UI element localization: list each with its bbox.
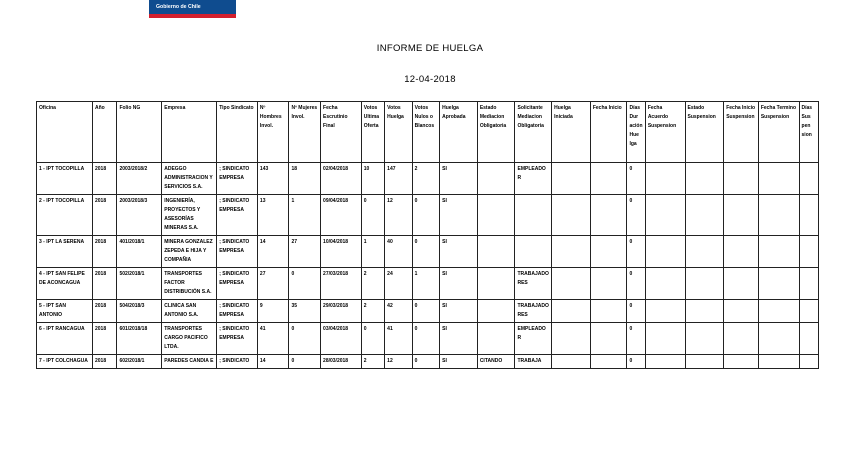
table-row [37, 236, 819, 268]
table-cell: 1 [289, 195, 321, 236]
table-cell [552, 268, 591, 300]
table-cell: 24 [385, 268, 412, 300]
column-header: Huelga Aprobada [440, 102, 478, 163]
table-cell: TRABAJADORES [515, 300, 552, 323]
table-row [37, 355, 819, 369]
table-cell: 3 - IPT LA SERENA [37, 236, 93, 268]
table-cell: 0 [412, 323, 439, 355]
table-cell [515, 195, 552, 236]
table-cell: 1 - IPT TOCOPILLA [37, 163, 93, 195]
table-cell: 1 [412, 268, 439, 300]
table-cell: ; SINDICATO EMPRESA [217, 268, 258, 300]
table-cell: 35 [289, 300, 321, 323]
table-cell [685, 236, 724, 268]
table-cell: 0 [412, 195, 439, 236]
table-cell [477, 300, 515, 323]
table-cell: 40 [385, 236, 412, 268]
column-header: Oficina [37, 102, 93, 163]
table-cell: 2018 [93, 236, 117, 268]
table-cell: 0 [289, 355, 321, 369]
table-cell: 0 [412, 300, 439, 323]
table-cell: PAREDES CANDIA E [162, 355, 217, 369]
table-cell [477, 236, 515, 268]
table-cell [799, 300, 818, 323]
column-header: Estado Suspension [685, 102, 724, 163]
table-cell [590, 195, 627, 236]
table-cell: ; SINDICATO [217, 355, 258, 369]
table-cell: SI [440, 323, 478, 355]
table-cell: 27/03/2018 [321, 268, 362, 300]
table-cell [799, 323, 818, 355]
table-cell: 27 [257, 268, 289, 300]
table-cell [799, 195, 818, 236]
table-cell [799, 236, 818, 268]
table-cell: 602/2018/1 [117, 355, 162, 369]
table-cell: 10/04/2018 [321, 236, 362, 268]
table-row [37, 268, 819, 300]
table-cell: INGENIERÍA, PROYECTOS Y ASESORÍAS MINERAS S.A. [162, 195, 217, 236]
table-cell [685, 163, 724, 195]
table-cell: ; SINDICATO EMPRESA [217, 300, 258, 323]
report-date: 12-04-2018 [404, 74, 456, 85]
table-cell [758, 323, 799, 355]
table-cell [758, 236, 799, 268]
table-cell [758, 268, 799, 300]
column-header: Fecha Acuerdo Suspension [645, 102, 685, 163]
table-cell: 5 - IPT SAN ANTONIO [37, 300, 93, 323]
table-cell: 9 [257, 300, 289, 323]
table-cell [552, 163, 591, 195]
table-cell: 2018 [93, 268, 117, 300]
column-header: Empresa [162, 102, 217, 163]
table-cell: 09/04/2018 [321, 195, 362, 236]
table-cell: 0 [627, 300, 645, 323]
table-cell: SI [440, 236, 478, 268]
column-header: Fecha Inicio [590, 102, 627, 163]
table-cell: 29/03/2018 [321, 300, 362, 323]
table-cell [645, 323, 685, 355]
table-cell: EMPLEADOR [515, 163, 552, 195]
strike-report-table [36, 101, 819, 369]
table-cell: 504/2018/3 [117, 300, 162, 323]
table-cell: 14 [257, 355, 289, 369]
table-cell: 0 [289, 268, 321, 300]
table-row [37, 163, 819, 195]
table-cell: 12 [385, 195, 412, 236]
table-cell [799, 355, 818, 369]
column-header: Nº Hombres Invol. [257, 102, 289, 163]
table-cell: 42 [385, 300, 412, 323]
table-cell [724, 355, 759, 369]
logo-red-stripe [149, 14, 236, 18]
table-cell: 0 [627, 355, 645, 369]
table-cell [724, 195, 759, 236]
table-cell: ; SINDICATO EMPRESA [217, 163, 258, 195]
column-header: Votos Ultima Oferta [361, 102, 384, 163]
table-cell: 0 [627, 163, 645, 195]
table-cell: 1 [361, 236, 384, 268]
table-cell: 2 - IPT TOCOPILLA [37, 195, 93, 236]
column-header: Días Dur ación Hue lga [627, 102, 645, 163]
table-header-row [37, 102, 819, 163]
table-cell: 2003/2018/2 [117, 163, 162, 195]
table-cell [552, 323, 591, 355]
table-cell: TRANSPORTES CARGO PACIFICO LTDA. [162, 323, 217, 355]
column-header: Fecha Termino Suspension [758, 102, 799, 163]
table-cell: 401/2018/1 [117, 236, 162, 268]
table-cell: SI [440, 195, 478, 236]
table-cell: 0 [627, 236, 645, 268]
table-cell [590, 268, 627, 300]
table-cell: ; SINDICATO EMPRESA [217, 236, 258, 268]
column-header: Tipo Sindicato [217, 102, 258, 163]
table-row [37, 195, 819, 236]
column-header: Año [93, 102, 117, 163]
table-cell [590, 355, 627, 369]
table-cell: 0 [412, 236, 439, 268]
table-cell [477, 195, 515, 236]
table-cell [590, 236, 627, 268]
table-cell [724, 163, 759, 195]
table-cell: 03/04/2018 [321, 323, 362, 355]
table-cell [590, 163, 627, 195]
table-cell: 0 [627, 268, 645, 300]
table-cell [724, 323, 759, 355]
table-cell: 2 [412, 163, 439, 195]
table-cell [724, 300, 759, 323]
table-cell: TRABAJADORES [515, 268, 552, 300]
table-cell: TRANSPORTES FACTOR DISTRIBUCIÓN S.A. [162, 268, 217, 300]
table-cell [590, 300, 627, 323]
column-header: Fecha Escrutinio Final [321, 102, 362, 163]
table-cell: 02/04/2018 [321, 163, 362, 195]
column-header: Solicitante Mediacion Obligatoria [515, 102, 552, 163]
table-cell: 2003/2018/3 [117, 195, 162, 236]
table-cell: 0 [289, 323, 321, 355]
table-cell: ; SINDICATO EMPRESA [217, 195, 258, 236]
table-cell [477, 323, 515, 355]
table-cell: 2 [361, 355, 384, 369]
table-cell: 502/2018/1 [117, 268, 162, 300]
column-header: Votos Huelga [385, 102, 412, 163]
column-header: Estado Mediacion Obligatoria [477, 102, 515, 163]
table-cell [685, 323, 724, 355]
table-row [37, 300, 819, 323]
table-cell: MINERA GONZALEZ ZEPEDA E HIJA Y COMPAÑIA [162, 236, 217, 268]
table-cell: 10 [361, 163, 384, 195]
table-cell: ADEGGO ADMINISTRACION Y SERVICIOS S.A. [162, 163, 217, 195]
table-cell: 0 [627, 195, 645, 236]
table-cell: 2 [361, 268, 384, 300]
table-cell: SI [440, 300, 478, 323]
table-cell [552, 300, 591, 323]
table-cell [685, 300, 724, 323]
table-cell: TRABAJA [515, 355, 552, 369]
column-header: Nº Mujeres Invol. [289, 102, 321, 163]
table-cell: 601/2018/18 [117, 323, 162, 355]
table-cell [645, 355, 685, 369]
table-cell: 41 [257, 323, 289, 355]
table-cell: SI [440, 355, 478, 369]
table-cell [590, 323, 627, 355]
table-cell [799, 268, 818, 300]
table-cell: 2018 [93, 355, 117, 369]
table-cell: 27 [289, 236, 321, 268]
table-cell [645, 163, 685, 195]
table-cell: 0 [627, 323, 645, 355]
table-cell [645, 300, 685, 323]
table-cell: 28/03/2018 [321, 355, 362, 369]
table-cell [552, 236, 591, 268]
table-cell: 143 [257, 163, 289, 195]
table-cell: 2018 [93, 163, 117, 195]
table-cell: 4 - IPT SAN FELIPE DE ACONCAGUA [37, 268, 93, 300]
table-cell: 2 [361, 300, 384, 323]
logo-text: Gobierno de Chile [156, 4, 201, 10]
table-cell [645, 268, 685, 300]
table-cell: 0 [412, 355, 439, 369]
table-cell [758, 195, 799, 236]
column-header: Días Sus pen sion [799, 102, 818, 163]
table-cell [758, 300, 799, 323]
table-cell: 12 [385, 355, 412, 369]
report-title: INFORME DE HUELGA [376, 43, 484, 54]
table-cell: SI [440, 163, 478, 195]
table-cell: CLINICA SAN ANTONIO S.A. [162, 300, 217, 323]
column-header: Fecha Inicio Suspension [724, 102, 759, 163]
table-cell: 2018 [93, 300, 117, 323]
table-cell: CITANDO [477, 355, 515, 369]
table-cell [685, 268, 724, 300]
table-cell [645, 236, 685, 268]
table-cell [685, 195, 724, 236]
table-cell: 18 [289, 163, 321, 195]
table-cell [477, 163, 515, 195]
table-cell: 0 [361, 195, 384, 236]
table-cell: 6 - IPT RANCAGUA [37, 323, 93, 355]
table-cell: 7 - IPT COLCHAGUA [37, 355, 93, 369]
table-row [37, 323, 819, 355]
column-header: Votos Nulos o Blancos [412, 102, 439, 163]
table-cell [799, 163, 818, 195]
table-cell: 2018 [93, 195, 117, 236]
table-cell [758, 355, 799, 369]
table-cell [724, 268, 759, 300]
table-cell [552, 195, 591, 236]
table-cell: 41 [385, 323, 412, 355]
table-cell [724, 236, 759, 268]
table-cell [552, 355, 591, 369]
table-cell [685, 355, 724, 369]
table-cell [645, 195, 685, 236]
table-cell: 147 [385, 163, 412, 195]
table-cell [515, 236, 552, 268]
table-cell [477, 268, 515, 300]
column-header: Folio NG [117, 102, 162, 163]
table-cell: 14 [257, 236, 289, 268]
table-cell: 0 [361, 323, 384, 355]
government-logo [149, 0, 236, 18]
table-cell: 2018 [93, 323, 117, 355]
table-cell: ; SINDICATO EMPRESA [217, 323, 258, 355]
column-header: Huelga Iniciada [552, 102, 591, 163]
table-cell: EMPLEADOR [515, 323, 552, 355]
table-cell: 13 [257, 195, 289, 236]
table-cell: SI [440, 268, 478, 300]
table-cell [758, 163, 799, 195]
